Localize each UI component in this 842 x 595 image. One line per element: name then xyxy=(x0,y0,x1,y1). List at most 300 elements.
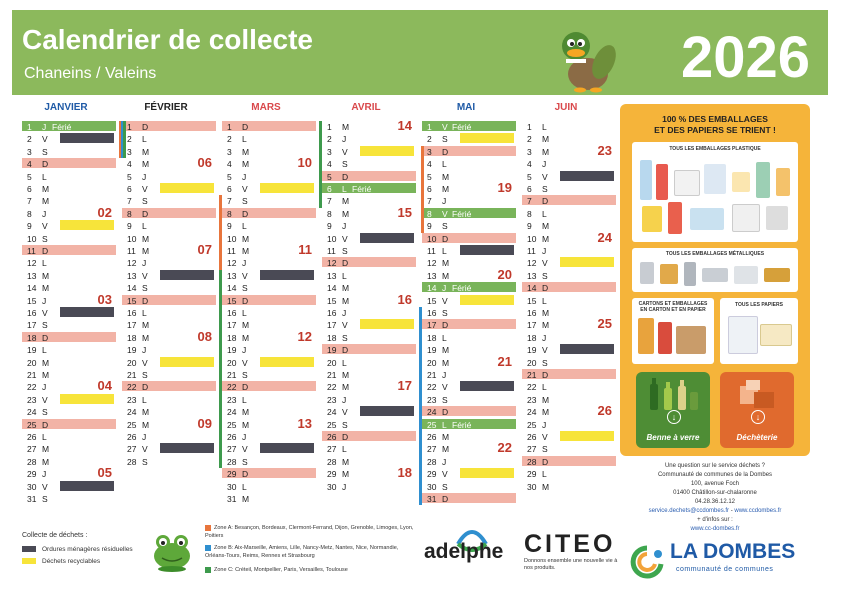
day-row xyxy=(222,432,316,442)
month-header: JUIN xyxy=(554,102,578,113)
la-dombes-logo-icon xyxy=(628,544,666,580)
day-row xyxy=(22,420,116,430)
day-letter: M xyxy=(542,407,550,418)
day-letter: M xyxy=(142,419,150,430)
day-letter: M xyxy=(542,394,550,405)
day-number: 13 xyxy=(127,270,137,281)
day-row xyxy=(122,395,216,405)
week-number: 17 xyxy=(397,378,412,394)
bag-icon xyxy=(704,164,726,194)
day-letter: M xyxy=(542,320,550,331)
day-letter: M xyxy=(442,258,450,269)
day-row xyxy=(22,221,116,231)
day-number: 28 xyxy=(227,456,237,467)
day-row xyxy=(222,271,316,281)
day-row xyxy=(422,482,516,492)
week-number: 03 xyxy=(97,291,112,307)
day-row xyxy=(122,134,216,144)
day-number: 4 xyxy=(327,159,332,170)
day-row xyxy=(322,172,416,182)
zone-a-text: Zone A: Besançon, Bordeaux, Clermont-Ferrand, Dijon, Grenoble, Limoges, Lyon, Poitiers xyxy=(205,525,414,539)
day-number: 3 xyxy=(27,146,32,157)
day-row xyxy=(522,258,616,268)
day-letter: L xyxy=(342,184,347,194)
day-letter: V xyxy=(142,444,148,455)
day-letter: M xyxy=(442,444,450,455)
day-number: 16 xyxy=(527,308,537,318)
day-letter: V xyxy=(42,221,48,232)
glass-bin-card xyxy=(636,372,710,448)
day-row xyxy=(222,134,316,144)
waste-center-label: Déchèterie xyxy=(736,433,778,442)
day-letter: S xyxy=(442,394,448,405)
day-number: 10 xyxy=(327,233,337,244)
day-number: 5 xyxy=(427,171,432,182)
day-number: 30 xyxy=(527,481,537,492)
day-letter: J xyxy=(542,419,547,430)
day-number: 1 xyxy=(327,122,332,132)
day-row xyxy=(322,308,416,318)
day-number: 21 xyxy=(27,370,37,380)
day-row xyxy=(322,134,416,144)
day-number: 4 xyxy=(227,159,232,170)
day-letter: D xyxy=(242,208,249,219)
day-row xyxy=(22,358,116,368)
day-row xyxy=(222,184,316,194)
day-letter: M xyxy=(42,270,50,281)
plastic-packaging-caption: TOUS LES EMBALLAGES PLASTIQUE xyxy=(669,146,761,152)
frog-mascot-icon xyxy=(150,528,194,572)
day-number: 6 xyxy=(327,184,332,194)
day-number: 1 xyxy=(527,122,532,132)
day-letter: L xyxy=(42,432,47,442)
day-row xyxy=(322,221,416,231)
day-number: 27 xyxy=(427,444,437,455)
day-row xyxy=(22,345,116,355)
day-letter: J xyxy=(542,246,547,256)
day-letter: D xyxy=(442,233,449,244)
day-letter: V xyxy=(142,357,148,368)
day-number: 10 xyxy=(27,233,37,244)
day-number: 5 xyxy=(527,171,532,182)
day-letter: M xyxy=(242,494,250,504)
day-letter: S xyxy=(42,146,48,157)
day-letter: M xyxy=(342,456,350,467)
day-row xyxy=(122,196,216,206)
day-row xyxy=(222,122,316,132)
day-letter: M xyxy=(242,233,250,244)
holiday-label: Férié xyxy=(452,419,472,430)
day-number: 9 xyxy=(327,221,332,232)
day-number: 10 xyxy=(227,233,237,244)
day-number: 18 xyxy=(427,332,437,343)
day-letter: D xyxy=(442,407,449,418)
day-letter: M xyxy=(42,444,50,455)
holiday-label: Férié xyxy=(52,122,72,132)
day-row xyxy=(222,209,316,219)
foil-icon xyxy=(734,266,758,284)
day-row xyxy=(322,246,416,256)
week-number: 05 xyxy=(97,465,112,481)
pot-icon xyxy=(766,206,788,230)
day-number: 14 xyxy=(227,283,237,294)
day-number: 6 xyxy=(427,184,432,194)
day-letter: J xyxy=(342,221,347,232)
day-row xyxy=(522,370,616,380)
day-letter: J xyxy=(42,208,47,219)
day-number: 1 xyxy=(427,122,432,132)
day-number: 8 xyxy=(127,208,132,219)
day-letter: L xyxy=(542,122,547,132)
day-letter: M xyxy=(442,184,450,194)
week-number: 23 xyxy=(597,142,612,158)
day-number: 7 xyxy=(27,196,32,207)
day-letter: L xyxy=(542,382,547,393)
day-number: 1 xyxy=(27,122,32,132)
day-letter: L xyxy=(342,444,347,455)
day-number: 8 xyxy=(27,208,32,219)
day-number: 26 xyxy=(527,432,537,442)
carton-icon xyxy=(638,318,654,354)
day-number: 23 xyxy=(227,394,237,405)
day-letter: M xyxy=(242,159,250,170)
day-row xyxy=(22,333,116,343)
day-number: 1 xyxy=(127,122,132,132)
day-row xyxy=(322,345,416,355)
day-row xyxy=(522,345,616,355)
day-letter: D xyxy=(442,494,449,504)
day-letter: M xyxy=(342,208,350,219)
day-letter: S xyxy=(542,357,548,368)
day-row xyxy=(222,221,316,231)
day-letter: M xyxy=(342,382,350,393)
day-letter: V xyxy=(142,270,148,281)
day-letter: S xyxy=(242,196,248,207)
week-number: 11 xyxy=(298,242,312,257)
day-letter: D xyxy=(242,295,249,306)
day-row xyxy=(522,432,616,442)
day-letter: M xyxy=(442,432,450,442)
day-row xyxy=(522,271,616,281)
week-number: 08 xyxy=(197,328,212,344)
day-number: 15 xyxy=(327,295,337,306)
week-number: 15 xyxy=(397,204,412,220)
week-number: 19 xyxy=(497,180,512,195)
day-number: 29 xyxy=(327,469,337,480)
contact-site-link[interactable]: www.ccdombes.fr xyxy=(734,508,782,514)
day-number: 24 xyxy=(127,407,137,418)
day-row xyxy=(122,221,216,231)
day-letter: L xyxy=(142,221,147,232)
day-row xyxy=(22,407,116,417)
day-number: 29 xyxy=(427,469,437,480)
day-number: 17 xyxy=(527,320,537,331)
day-letter: V xyxy=(242,357,248,368)
day-number: 2 xyxy=(327,134,332,145)
day-letter: D xyxy=(42,419,49,430)
day-letter: S xyxy=(342,246,348,256)
day-number: 12 xyxy=(127,258,137,269)
day-letter: M xyxy=(242,407,250,418)
day-row xyxy=(422,407,516,417)
day-number: 19 xyxy=(127,345,137,356)
day-number: 5 xyxy=(227,171,232,182)
plastic-packaging-box xyxy=(632,142,798,242)
day-letter: M xyxy=(442,345,450,356)
day-letter: M xyxy=(142,332,150,343)
day-letter: M xyxy=(342,283,350,294)
day-letter: L xyxy=(342,357,347,368)
day-number: 20 xyxy=(127,357,137,368)
day-number: 26 xyxy=(327,432,337,442)
day-number: 12 xyxy=(527,258,537,269)
day-number: 4 xyxy=(127,159,132,170)
bottle-icon xyxy=(668,202,682,234)
day-letter: L xyxy=(442,419,447,430)
day-row xyxy=(222,370,316,380)
day-number: 13 xyxy=(227,270,237,281)
day-number: 13 xyxy=(327,270,337,281)
day-number: 17 xyxy=(327,320,337,331)
holiday-label: Férié xyxy=(352,184,372,194)
day-letter: J xyxy=(142,432,147,442)
day-row xyxy=(522,246,616,256)
tube-icon xyxy=(776,168,790,196)
day-row xyxy=(422,457,516,467)
day-row xyxy=(322,395,416,405)
day-row xyxy=(422,134,516,144)
day-number: 3 xyxy=(127,146,132,157)
contact-city: 01400 Châtillon-sur-chalaronne xyxy=(673,490,757,496)
day-number: 11 xyxy=(27,246,36,256)
zone-a-note xyxy=(205,524,415,540)
day-letter: S xyxy=(42,494,48,504)
school-holiday-line xyxy=(123,121,126,158)
day-row xyxy=(322,444,416,454)
header-banner xyxy=(12,10,828,95)
paper-icon xyxy=(728,316,758,354)
day-letter: D xyxy=(242,122,249,132)
contact-question: Une question sur le service déchets ? xyxy=(664,463,766,469)
day-letter: D xyxy=(542,370,549,380)
day-number: 10 xyxy=(127,233,137,244)
day-number: 26 xyxy=(27,432,37,442)
day-number: 11 xyxy=(127,246,136,256)
day-number: 17 xyxy=(427,320,437,331)
school-holiday-line xyxy=(419,307,422,505)
day-number: 18 xyxy=(527,332,537,343)
day-letter: S xyxy=(542,444,548,455)
day-row xyxy=(322,184,416,194)
contact-site2-link[interactable]: www.cc-dombes.fr xyxy=(690,526,740,532)
holiday-label: Férié xyxy=(452,283,472,294)
day-row xyxy=(322,358,416,368)
day-letter: M xyxy=(442,171,450,182)
legend-item-recyclable-label: Déchets recyclables xyxy=(42,558,101,565)
day-row xyxy=(422,283,516,293)
day-number: 31 xyxy=(27,494,37,504)
day-letter: M xyxy=(142,246,150,256)
day-letter: L xyxy=(542,208,547,219)
day-number: 30 xyxy=(327,481,337,492)
day-number: 30 xyxy=(227,481,237,492)
day-number: 17 xyxy=(127,320,137,331)
school-holiday-line xyxy=(319,121,322,208)
day-number: 22 xyxy=(127,382,137,393)
day-row xyxy=(422,159,516,169)
day-letter: M xyxy=(142,146,150,157)
day-letter: M xyxy=(242,246,250,256)
day-number: 15 xyxy=(127,295,137,306)
day-letter: L xyxy=(242,481,247,492)
day-letter: S xyxy=(42,407,48,418)
day-letter: D xyxy=(242,382,249,393)
day-number: 19 xyxy=(527,345,537,356)
day-letter: V xyxy=(242,270,248,281)
week-number: 18 xyxy=(397,465,412,481)
day-row xyxy=(22,432,116,442)
day-number: 18 xyxy=(27,332,37,343)
day-row xyxy=(522,209,616,219)
day-row xyxy=(122,358,216,368)
day-letter: L xyxy=(242,134,247,145)
day-letter: V xyxy=(42,308,48,318)
day-letter: S xyxy=(442,481,448,492)
day-row xyxy=(422,395,516,405)
day-number: 24 xyxy=(427,407,437,418)
day-number: 16 xyxy=(127,308,137,318)
contact-email-link[interactable]: service.dechets@ccdombes.fr xyxy=(648,508,730,514)
day-row xyxy=(122,432,216,442)
day-letter: M xyxy=(142,407,150,418)
day-row xyxy=(322,432,416,442)
page-title: Calendrier de collecte xyxy=(22,24,314,55)
week-number: 25 xyxy=(597,316,612,332)
day-number: 15 xyxy=(227,295,237,306)
day-row xyxy=(222,395,316,405)
day-number: 6 xyxy=(27,184,32,194)
day-row xyxy=(322,420,416,430)
day-row xyxy=(522,358,616,368)
box-icon xyxy=(732,204,760,232)
day-letter: L xyxy=(242,308,247,318)
day-letter: M xyxy=(42,283,50,294)
week-number: 26 xyxy=(597,403,612,419)
day-number: 27 xyxy=(327,444,337,455)
tray-icon xyxy=(674,170,700,196)
day-letter: J xyxy=(42,382,47,393)
day-letter: D xyxy=(342,171,349,182)
day-row xyxy=(522,382,616,392)
sorting-info-panel xyxy=(620,104,810,456)
day-letter: M xyxy=(142,233,150,244)
envelope-icon xyxy=(760,324,792,346)
day-letter: S xyxy=(42,233,48,244)
day-letter: S xyxy=(242,283,248,294)
contact-block: Une question sur le service déchets ? Communauté de communes de la Dombes 100, avenue Foch 01400 Châtillon-sur-chalaronne 04.28.36.12.12 service.dechets@ccdombes.fr - www.ccdombes.fr + d'infos sur : www.cc-dombes.fr xyxy=(620,462,810,534)
day-letter: L xyxy=(42,171,47,182)
day-letter: L xyxy=(442,159,447,170)
day-number: 22 xyxy=(527,382,537,393)
day-number: 6 xyxy=(127,184,132,194)
panel-title-line-1: 100 % DES EMBALLAGES xyxy=(662,114,768,124)
carton-icon xyxy=(658,322,672,354)
week-number: 21 xyxy=(497,353,512,369)
day-number: 2 xyxy=(27,134,32,145)
day-number: 7 xyxy=(427,196,432,207)
la-dombes-logo: LA DOMBES xyxy=(670,540,796,563)
day-letter: M xyxy=(542,481,550,492)
day-number: 15 xyxy=(527,295,537,306)
day-letter: V xyxy=(542,345,548,356)
week-number: 09 xyxy=(197,415,212,431)
day-row xyxy=(322,482,416,492)
zone-b-text: Zone B: Aix-Marseille, Amiens, Lille, Nancy-Metz, Nantes, Nice, Normandie, Orléans-Tours, Reims, Rennes et Strasbourg xyxy=(205,545,399,559)
day-row xyxy=(122,209,216,219)
day-number: 27 xyxy=(527,444,537,455)
day-row xyxy=(422,147,516,157)
day-number: 16 xyxy=(327,308,337,318)
day-row xyxy=(222,482,316,492)
day-number: 19 xyxy=(227,345,237,356)
day-letter: S xyxy=(142,456,148,467)
legend-item-recyclable xyxy=(22,558,100,565)
day-row xyxy=(122,457,216,467)
day-letter: S xyxy=(142,196,148,207)
day-number: 14 xyxy=(27,283,37,294)
day-number: 7 xyxy=(227,196,232,207)
day-row xyxy=(22,172,116,182)
day-row xyxy=(22,494,116,504)
day-row xyxy=(522,296,616,306)
day-letter: D xyxy=(542,456,549,467)
day-number: 2 xyxy=(127,134,132,145)
day-row xyxy=(222,196,316,206)
day-number: 21 xyxy=(427,370,437,380)
day-number: 24 xyxy=(27,407,37,418)
day-letter: V xyxy=(342,407,348,418)
week-number: 07 xyxy=(197,242,212,257)
day-number: 11 xyxy=(527,246,536,256)
day-number: 31 xyxy=(427,494,437,504)
day-row xyxy=(22,308,116,318)
legend-swatch-yellow xyxy=(22,558,36,564)
day-letter: M xyxy=(142,159,150,170)
day-letter: L xyxy=(142,134,147,145)
day-letter: D xyxy=(542,196,549,207)
day-letter: V xyxy=(442,208,448,219)
day-number: 26 xyxy=(127,432,137,442)
day-row xyxy=(522,482,616,492)
day-letter: D xyxy=(142,382,149,393)
day-number: 19 xyxy=(427,345,437,356)
day-number: 3 xyxy=(527,146,532,157)
day-number: 3 xyxy=(427,146,432,157)
school-holiday-line xyxy=(219,270,222,468)
day-row xyxy=(422,234,516,244)
holiday-label: Férié xyxy=(452,208,472,219)
day-letter: L xyxy=(142,308,147,318)
week-number: 20 xyxy=(497,266,512,282)
day-number: 5 xyxy=(127,171,132,182)
day-letter: S xyxy=(542,184,548,194)
can-icon xyxy=(640,262,654,284)
day-number: 12 xyxy=(27,258,37,269)
legend-item-residual xyxy=(22,546,133,553)
day-number: 14 xyxy=(127,283,137,294)
day-row xyxy=(122,345,216,355)
day-number: 14 xyxy=(427,283,437,294)
